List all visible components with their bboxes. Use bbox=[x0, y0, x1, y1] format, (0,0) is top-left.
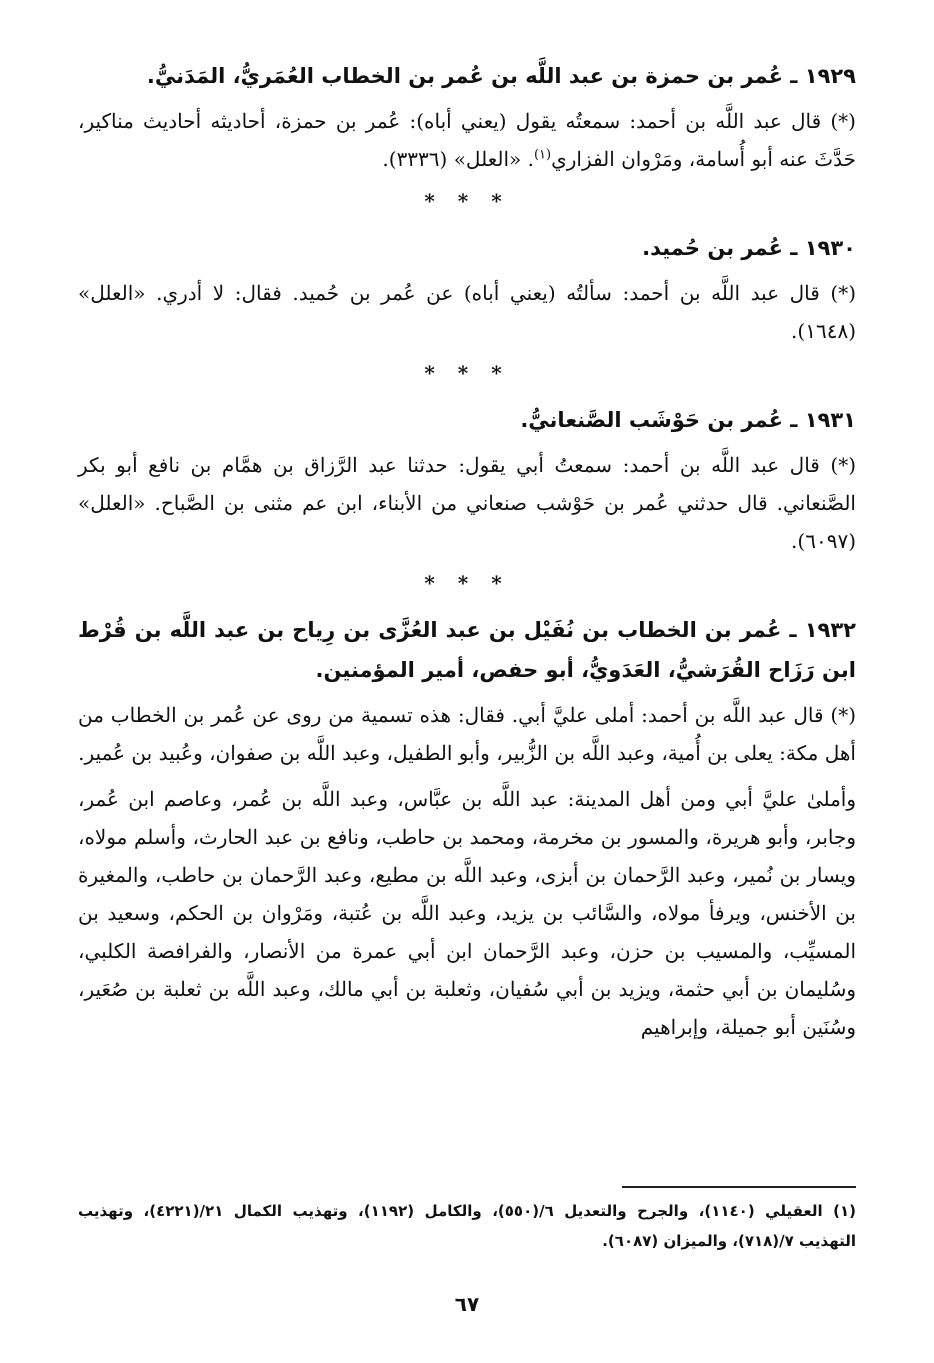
entry-heading-1929: ١٩٢٩ ـ عُمر بن حمزة بن عبد اللَّه بن عُمر بن الخطاب العُمَريُّ، المَدَنيُّ. bbox=[146, 64, 856, 88]
entry-paragraph-1929 bbox=[78, 102, 856, 178]
footnote-1: (١) العقيلي (١١٤٠)، والجرح والتعديل ٦/(٥٥٠)، والكامل (١١٩٢)، وتهذيب الكمال ٢١/(٤٢٢١)، وتهذيب التهذيب ٧/(٧١٨)، والميزان (٦٠٨٧). bbox=[78, 1202, 856, 1250]
entry-paragraph-1932-a: (*) قال عبد اللَّه بن أحمد: أملى عليَّ أبي. فقال: هذه تسمية من روى عن عُمر بن الخطاب من أهل مكة: يعلى بن أُمية، وعبد اللَّه بن الزُّبير، وأبو الطفيل، وعبد اللَّه بن صفوان، وعُبيد بن عُمير. bbox=[78, 703, 856, 765]
section-separator: * * * bbox=[424, 189, 510, 213]
entry-paragraph-1932-b: وأملىٰ عليَّ أبي ومن أهل المدينة: عبد اللَّه بن عبَّاس، وعبد اللَّه بن عُمر، وعاصم ابن عُمر، وجابر، وأبو هريرة، والمسور بن مخرمة، ومحمد بن حاطب، ونافع بن عبد الحارث، وأسلم مولاه، ويسار بن نُمير، وعبد الرَّحمان بن أبزى، وعبد اللَّه بن مطيع، وعبد الرَّحمان بن حاطب، والمغيرة بن الأخنس، ويرفأ مولاه، والسَّائب بن يزيد، وعبد اللَّه بن عُتبة، ومَرْوان بن الحكم، وسعيد بن المسيِّب، والمسيب بن حزن، وعبد الرَّحمان ابن أبي عمرة من الأنصار، والفرافصة الكلبي، وسُليمان بن أبي حثمة، ويزيد بن أبي سُفيان، وثعلبة بن أبي مالك، وعبد اللَّه بن ثعلبة بن صُعَير، وسُنَين أبو جميلة، وإبراهيم bbox=[78, 787, 856, 1039]
section-separator: * * * bbox=[424, 571, 510, 595]
entry-paragraph-1931: (*) قال عبد اللَّه بن أحمد: سمعتُ أبي يقول: حدثنا عبد الرَّزاق بن همَّام بن نافع أبو بكر الصَّنعاني. قال حدثني عُمر بن حَوْشب صنعاني من الأبناء، ابن عم مثنى بن الصَّباح. «العلل» (٦٠٩٧). bbox=[78, 453, 856, 553]
footnote-divider bbox=[622, 1186, 856, 1188]
page-number: ٦٧ bbox=[454, 1292, 480, 1316]
entry-heading-1932: ١٩٣٢ ـ عُمر بن الخطاب بن نُفَيْل بن عبد العُزَّى بن رِياح بن عبد اللَّه بن قُرْط ابن رَزَاح القُرَشيُّ، العَدَويُّ، أبو حفص، أمير المؤمنين. bbox=[78, 618, 856, 682]
entry-paragraph-1930: (*) قال عبد اللَّه بن أحمد: سألتُه (يعني أباه) عن عُمر بن حُميد. فقال: لا أدري. «العلل» (١٦٤٨). bbox=[78, 281, 856, 343]
entry-heading-1931: ١٩٣١ ـ عُمر بن حَوْشَب الصَّنعانيُّ. bbox=[520, 408, 856, 432]
section-separator: * * * bbox=[424, 361, 510, 385]
footnotes bbox=[78, 1196, 856, 1256]
footnote-marker: (١) bbox=[533, 147, 552, 163]
entry-citation-1929: . «العلل» (٣٣٣٦). bbox=[382, 147, 534, 171]
entry-text-1929: (*) قال عبد اللَّه بن أحمد: سمعتُه يقول (يعني أباه): عُمر بن حمزة، أحاديثه أحاديث مناكير، حَدَّثَ عنه أبو أُسامة، ومَرْوان الفزاري bbox=[78, 109, 856, 171]
entry-heading-1930: ١٩٣٠ ـ عُمر بن حُميد. bbox=[642, 236, 856, 260]
